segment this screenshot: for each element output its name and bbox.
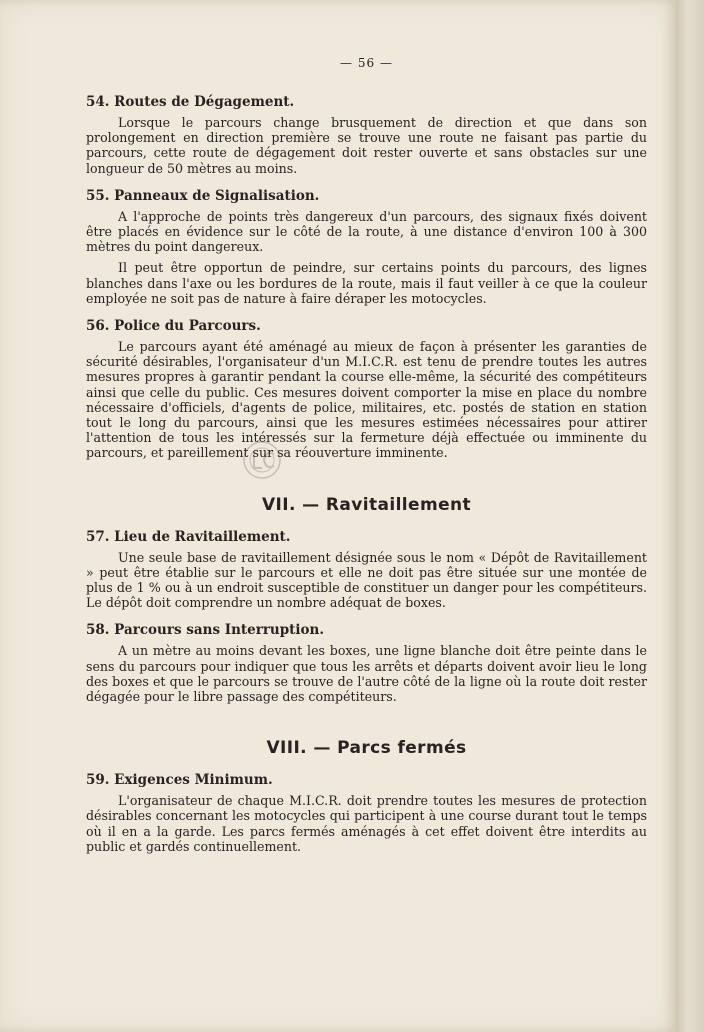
chapter-heading-vii: VII. — Ravitaillement [261, 494, 472, 515]
article-paragraph: Il peut être opportun de peindre, sur certains points du parcours, des lignes blanches dans l'axe ou les bordures de la route, mais il faut veiller à ce que la couleur employée ne soit pas de nature à faire déraper les motocycles. [86, 260, 647, 306]
article-title: 54. Routes de Dégagement. [86, 94, 295, 110]
article-title: 57. Lieu de Ravitaillement. [86, 528, 291, 545]
article-spacer [86, 860, 647, 866]
section-article-59 [86, 772, 647, 866]
article-paragraph: Lorsque le parcours change brusquement de direction et que dans son prolongement en direction première se trouve une route ne faisant pas partie du parcours, cette route de dégagement doit rester ouverte et sans obstacles sur une longueur de 50 mètres au moins. [86, 115, 647, 176]
article-paragraph: Le parcours ayant été aménagé au mieux de façon à présenter les garanties de sécurité désirables, l'organisateur d'un M.I.C.R. est tenu de prendre toutes les autres mesures propres à garantir pendant la course elle-même, la sécurité des compétiteurs ainsi que celle du public. Ces mesures doivent comporter la mise en place du nombre nécessaire d'officiels, d'agents de police, militaires, etc. postés de station en station tout le long du parcours, ainsi que les mesures estimées nécessaires pour attirer l'attention de tous les intéressés sur la fermeture déjà effectuée ou imminente du parcours, et pareillement sur sa réouverture imminente. [86, 339, 647, 461]
article-title: 56. Police du Parcours. [86, 318, 261, 335]
article-title: 58. Parcours sans Interruption. [86, 622, 325, 639]
article-paragraph: Une seule base de ravitaillement désignée sous le nom « Dépôt de Ravitaillement » peut être établie sur le parcours et elle ne doit pas être située sur une montée de plus de 1 % ou à un endroit susceptible de constituer un danger pour les compétiteurs. Le dépôt doit comprendre un nombre adéquat de boxes. [86, 549, 647, 611]
section-articles-54-56 [86, 94, 647, 473]
article-spacer [86, 710, 647, 716]
article-paragraph: A l'approche de points très dangereux d'un parcours, des signaux fixés doivent être placés en évidence sur le côté de la route, à une distance d'environ 100 à 300 mètres du point dangereux. [86, 208, 647, 255]
article-paragraph: L'organisateur de chaque M.I.C.R. doit prendre toutes les mesures de protection désirables concernant les motocycles qui participent à une course durant tout le temps où il en a la garde. Les parcs fermés aménagés à cet effet doivent être interdits au public et gardés continuellement. [86, 793, 647, 854]
chapter-heading-viii: VIII. — Parcs fermés [266, 738, 467, 759]
article-title: 55. Panneaux de Signalisation. [86, 187, 320, 204]
page-content [86, 56, 647, 866]
article-title: 59. Exigences Minimum. [86, 772, 273, 789]
page-edge [676, 0, 704, 1032]
page-number: — 56 — [340, 56, 393, 70]
article-paragraph: A un mètre au moins devant les boxes, une ligne blanche doit être peinte dans le sens du parcours pour indiquer que tous les arrêts et départs doivent avoir lieu le long des boxes et que le parcours se trouve de l'autre côté de la ligne où la route doit rester dégagée pour le libre passage des compétiteurs. [86, 643, 647, 705]
article-spacer [86, 467, 647, 473]
section-articles-57-58 [86, 529, 647, 717]
